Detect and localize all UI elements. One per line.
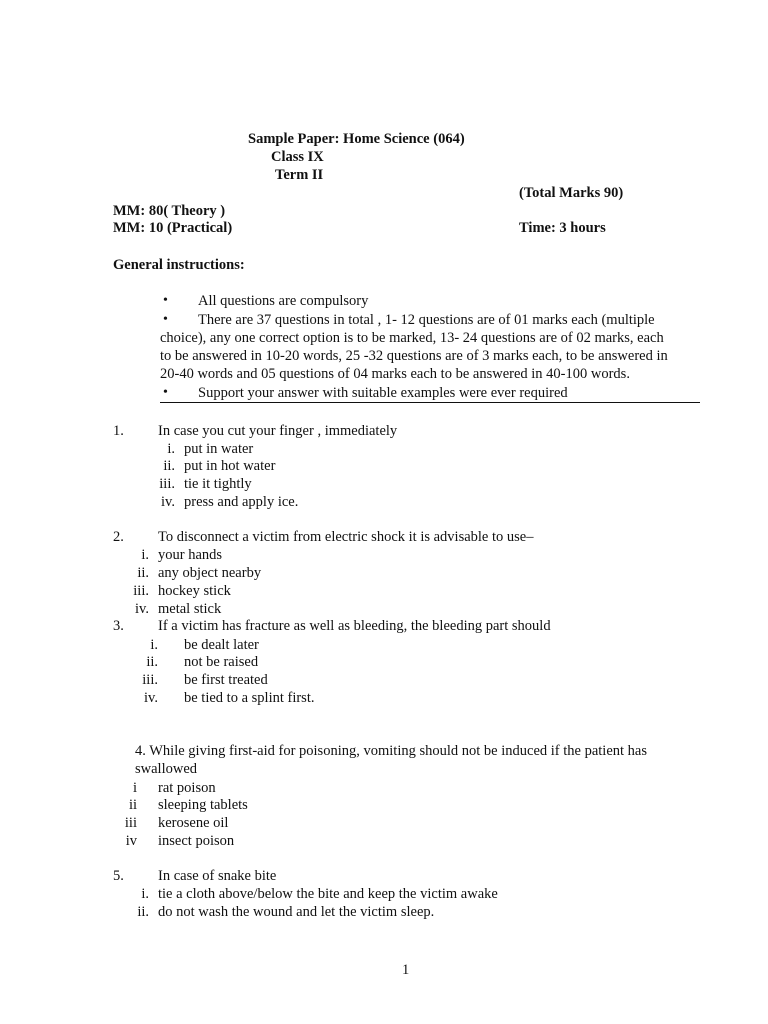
bullet-icon: • [163,293,168,308]
class-label: Class IX [271,149,324,165]
question-text: To disconnect a victim from electric shock it is advisable to use– [158,529,534,545]
instruction-item: All questions are compulsory [198,293,369,309]
question-text-continued: swallowed [135,761,198,777]
option-text: press and apply ice. [184,494,299,510]
instruction-item-line: to be answered in 10-20 words, 25 -32 questions are of 3 marks each, to be answered in [160,348,668,364]
option-text: tie a cloth above/below the bite and keep the victim awake [158,886,498,902]
option-text: rat poison [158,780,216,796]
option-label: iii. [133,583,149,599]
option-label: iii [124,815,137,831]
option-label: iv. [161,494,175,510]
bullet-icon: • [163,385,168,400]
option-text: kerosene oil [158,815,229,831]
option-label: iii. [159,476,175,492]
question-number: 2. [113,529,124,545]
instruction-item-line: There are 37 questions in total , 1- 12 questions are of 01 marks each (multiple [198,312,655,328]
option-text: metal stick [158,601,222,617]
question-text: 4. While giving first-aid for poisoning, vomiting should not be induced if the patient has [135,743,647,759]
paper-title: Sample Paper: Home Science (064) [248,131,465,147]
option-text: tie it tightly [184,476,252,492]
time-allowed: Time: 3 hours [519,220,606,236]
question-number: 1. [113,423,124,439]
option-text: do not wash the wound and let the victim sleep. [158,904,435,920]
instructions-heading: General instructions: [113,257,245,273]
max-marks-practical: MM: 10 (Practical) [113,220,233,236]
option-label: iv. [135,601,149,617]
instruction-item-line: choice), any one correct option is to be marked, 13- 24 questions are of 02 marks, each [160,330,664,346]
option-text: insect poison [158,833,235,849]
option-text: put in hot water [184,458,276,474]
question-number: 5. [113,868,124,884]
option-label: i. [141,547,149,563]
option-label: i [132,780,137,796]
instruction-item-line: 20-40 words and 05 questions of 04 marks each to be answered in 40-100 words. [160,366,630,382]
option-label: ii. [146,654,158,670]
option-text: sleeping tablets [158,797,248,813]
option-text: your hands [158,547,223,563]
divider [160,402,700,403]
option-text: be first treated [184,672,268,688]
question-number: 3. [113,618,124,634]
total-marks: (Total Marks 90) [519,185,624,201]
option-label: i. [141,886,149,902]
option-text: any object nearby [158,565,262,581]
term-label: Term II [275,167,324,183]
option-text: be tied to a splint first. [184,690,315,706]
option-label: i. [150,637,158,653]
option-text: not be raised [184,654,259,670]
page-number: 1 [402,962,410,978]
option-text: put in water [184,441,254,457]
option-label: ii. [163,458,175,474]
option-text: be dealt later [184,637,259,653]
bullet-icon: • [163,312,168,327]
option-label: ii. [137,565,149,581]
option-label: iii. [142,672,158,688]
question-text: In case you cut your finger , immediately [158,423,398,439]
question-text: In case of snake bite [158,868,277,884]
max-marks-theory: MM: 80( Theory ) [113,203,226,219]
option-text: hockey stick [158,583,231,599]
option-label: ii [128,797,137,813]
option-label: i. [167,441,175,457]
option-label: iv. [144,690,158,706]
instruction-item: Support your answer with suitable examples were ever required [198,385,568,401]
option-label: iv [125,833,137,849]
option-label: ii. [137,904,149,920]
question-text: If a victim has fracture as well as bleeding, the bleeding part should [158,618,551,634]
